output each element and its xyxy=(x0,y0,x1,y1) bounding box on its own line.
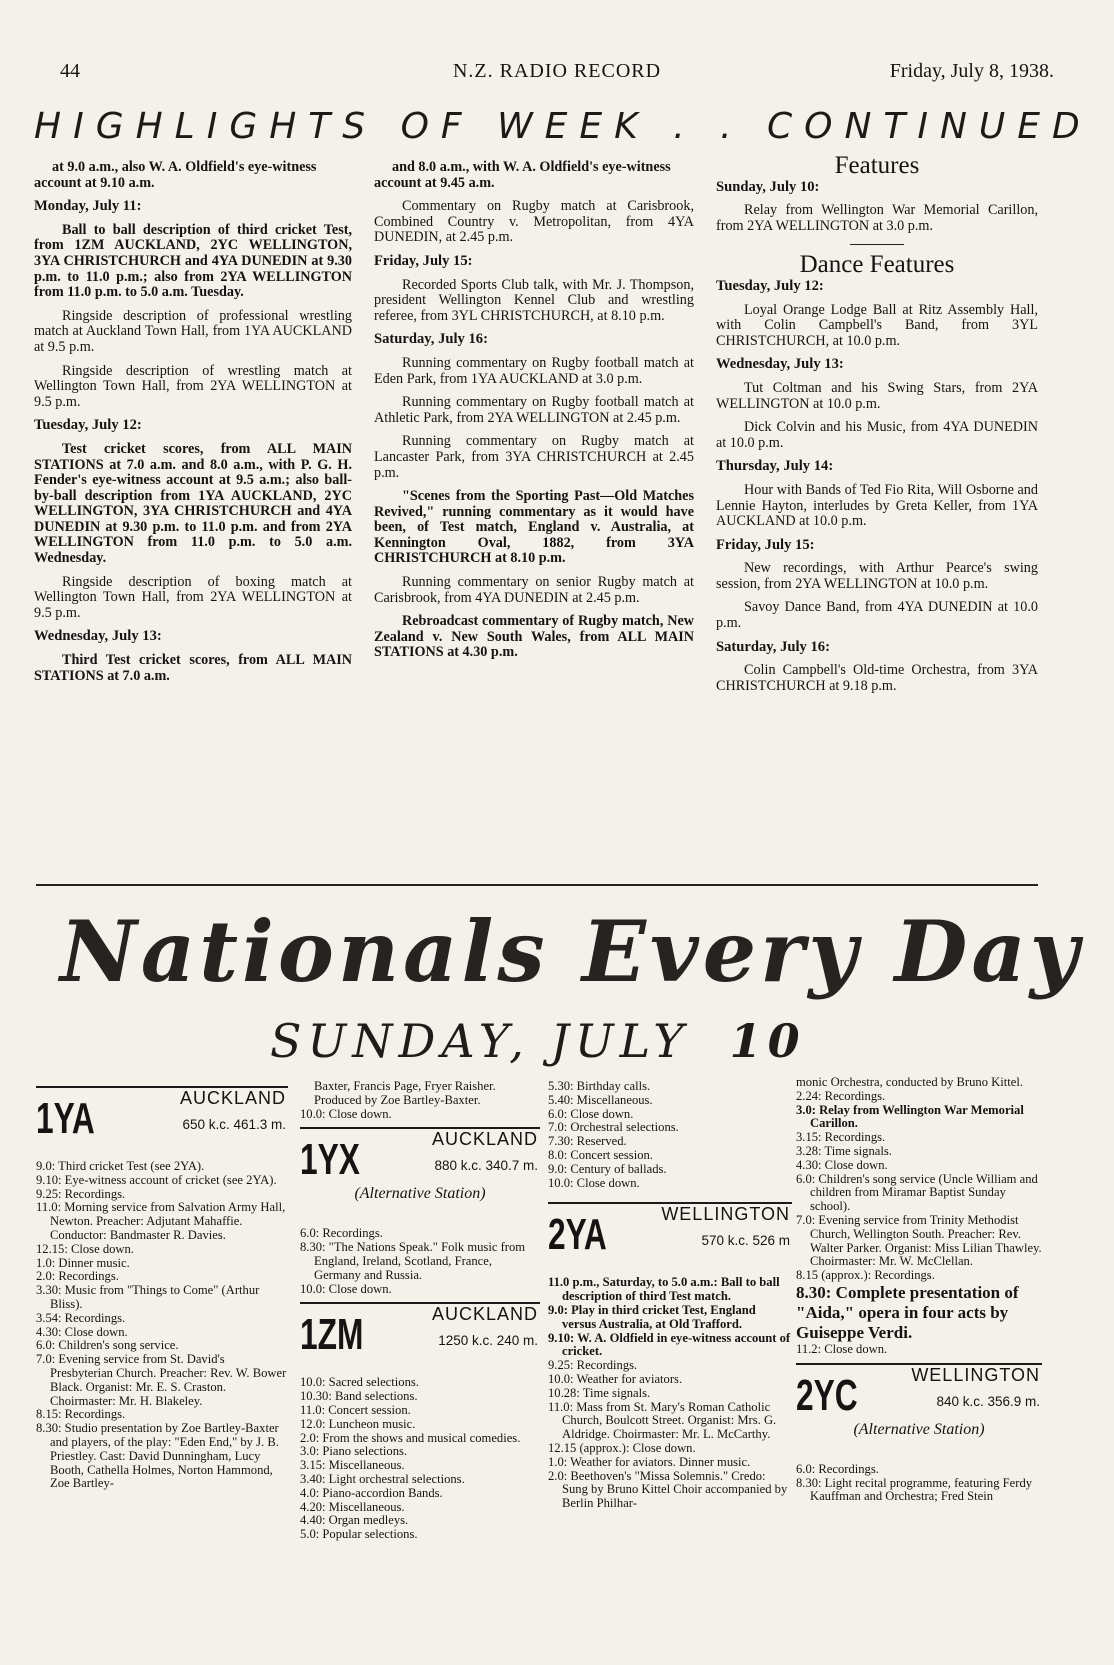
paragraph: "Scenes from the Sporting Past—Old Matches Revived," running commentary as it would have been, of Test match, England v. Australia, at Kennington Oval, 1882, from 3YA CHRISTCHURCH at 8.10 p.m. xyxy=(374,488,694,567)
station-header-1yx xyxy=(300,1127,540,1219)
list-item: 9.10: Eye-witness account of cricket (see 2YA). xyxy=(36,1172,277,1187)
list-item: 1.0: Weather for aviators. Dinner music. xyxy=(548,1454,751,1469)
paragraph: Third Test cricket scores, from ALL MAIN STATIONS at 7.0 a.m. xyxy=(34,652,352,684)
list-item: 10.0: Close down. xyxy=(300,1106,392,1121)
station-call-sign: 1YA xyxy=(36,1094,95,1143)
programme-list-1zm xyxy=(300,1376,540,1542)
list-item: 8.30: Studio presentation by Zoe Bartley-Baxter and players, of the play: "Eden End," by J. B. Priestley. Cast: David Dunningham, Lucy Booth, Cathella Holmes, Norton Hammond, Zoe Bartley- xyxy=(36,1421,279,1491)
paragraph: New recordings, with Arthur Pearce's swing session, from 2YA WELLINGTON at 10.0 p.m. xyxy=(716,560,1038,592)
station-header-2yc xyxy=(796,1363,1042,1455)
paragraph: Tut Coltman and his Swing Stars, from 2YA WELLINGTON at 10.0 p.m. xyxy=(716,379,1038,412)
list-item: 9.25: Recordings. xyxy=(548,1358,638,1373)
list-item: 3.15: Recordings. xyxy=(796,1130,886,1145)
programme-column-2 xyxy=(300,1080,540,1542)
station-call-sign: 2YA xyxy=(548,1210,607,1260)
paragraph: Ringside description of wrestling match at Wellington Town Hall, from 2YA WELLINGTON at 9.5 p.m. xyxy=(34,362,352,410)
list-item: 10.30: Band selections. xyxy=(300,1389,418,1404)
day-number: 10 xyxy=(729,1014,806,1068)
list-item: 11.0 p.m., Saturday, to 5.0 a.m.: Ball to ball description of third Test match. xyxy=(548,1275,780,1304)
paragraph: Colin Campbell's Old-time Orchestra, from 3YA CHRISTCHURCH at 9.18 p.m. xyxy=(716,662,1038,694)
paragraph: Running commentary on Rugby match at Lancaster Park, from 3YA CHRISTCHURCH at 2.45 p.m. xyxy=(374,433,694,481)
programme-list-2ya xyxy=(548,1276,792,1511)
station-header-1zm xyxy=(300,1302,540,1368)
list-item: 11.2: Close down. xyxy=(796,1341,888,1356)
paragraph: Test cricket scores, from ALL MAIN STATIONS at 7.0 a.m. and 8.0 a.m., with P. G. H. Fender's eye-witness account at 9.5 a.m.; also ball-by-ball description from 1YA AUCKLAND, 2YC WELLINGTON, 3YA CHRISTCHURCH and 4YA DUNEDIN at 9.30 p.m. to 11.0 p.m. and from 2YA WELLINGTON from 11.0 p.m. to 5.0 a.m. Wednesday. xyxy=(34,440,352,567)
list-item: 7.0: Evening service from Trinity Methodist Church, Wellington South. Preacher: Rev. Walter Parker. Organist: Miss Lilian Thawley. Choirmaster: Mr. W. McClellan. xyxy=(796,1212,1042,1269)
list-item: monic Orchestra, conducted by Bruno Kittel. xyxy=(796,1075,1023,1089)
station-header-1ya xyxy=(36,1086,288,1152)
station-city: AUCKLAND xyxy=(431,1129,538,1150)
paragraph: Running commentary on Rugby football match at Athletic Park, from 2YA WELLINGTON at 2.45 p.m. xyxy=(374,394,694,426)
programme-list-1zm-evening xyxy=(548,1080,792,1190)
station-frequency: 840 k.c. 356.9 m. xyxy=(936,1393,1040,1409)
programme-column-4 xyxy=(796,1076,1042,1504)
list-item: 6.0: Recordings. xyxy=(796,1461,879,1476)
station-city: AUCKLAND xyxy=(179,1088,286,1108)
list-item: 1.0: Dinner music. xyxy=(36,1255,130,1270)
station-call-sign: 1YX xyxy=(300,1135,360,1185)
page-header xyxy=(60,60,1054,90)
programme-column-3 xyxy=(548,1080,792,1511)
list-item: 9.0: Century of ballads. xyxy=(548,1161,667,1176)
list-item: 10.0: Close down. xyxy=(300,1281,392,1296)
programme-list-1yx xyxy=(300,1227,540,1296)
station-note: (Alternative Station) xyxy=(853,1420,985,1438)
paragraph: Ringside description of professional wrestling match at Auckland Town Hall, from 1YA AUCKLAND at 9.5 p.m. xyxy=(34,307,352,355)
list-item: 9.10: W. A. Oldfield in eye-witness account of cricket. xyxy=(548,1330,791,1359)
list-item: 3.40: Light orchestral selections. xyxy=(300,1471,465,1486)
programme-list-1ya xyxy=(36,1160,288,1491)
list-item: 10.28: Time signals. xyxy=(548,1385,651,1400)
list-item: 3.15: Miscellaneous. xyxy=(300,1458,405,1473)
paragraph: Running commentary on Rugby football match at Eden Park, from 1YA AUCKLAND at 3.0 p.m. xyxy=(374,354,694,387)
station-frequency: 570 k.c. 526 m xyxy=(701,1233,790,1249)
page-number: 44 xyxy=(60,60,80,82)
station-call-sign: 2YC xyxy=(796,1370,858,1420)
day-heading: Tuesday, July 12: xyxy=(716,277,824,294)
paragraph: at 9.0 a.m., also W. A. Oldfield's eye-witness account at 9.10 a.m. xyxy=(34,159,317,191)
day-banner xyxy=(270,1014,806,1068)
list-item: 8.30: "The Nations Speak." Folk music from England, Ireland, Scotland, France, Germany and Russia. xyxy=(300,1240,526,1282)
list-item: 9.0: Third cricket Test (see 2YA). xyxy=(36,1159,205,1173)
list-item: 6.0: Recordings. xyxy=(300,1226,383,1241)
list-item: 4.0: Piano-accordion Bands. xyxy=(300,1485,443,1500)
paragraph: Relay from Wellington War Memorial Carillon, from 2YA WELLINGTON at 3.0 p.m. xyxy=(716,202,1038,234)
list-item: 3.54: Recordings. xyxy=(36,1310,126,1325)
day-heading: Wednesday, July 13: xyxy=(716,356,844,373)
divider xyxy=(850,244,904,245)
station-call-sign: 1ZM xyxy=(300,1310,364,1360)
banner-title: Nationals Every Day xyxy=(60,902,1083,1001)
station-city: WELLINGTON xyxy=(661,1204,790,1225)
paragraph: Recorded Sports Club talk, with Mr. J. Thompson, president Wellington Kennel Club and wrestling referee, from 3YL CHRISTCHURCH, at 8.10 p.m. xyxy=(374,276,694,324)
day-heading: Friday, July 15: xyxy=(374,252,473,269)
paragraph: Commentary on Rugby match at Carisbrook, Combined Country v. Metropolitan, from 4YA DUNEDIN, at 2.45 p.m. xyxy=(374,198,694,246)
list-item: 6.0: Children's song service. xyxy=(36,1338,179,1353)
section-divider xyxy=(36,884,1038,886)
list-item: 4.20: Miscellaneous. xyxy=(300,1499,405,1514)
highlights-column-1 xyxy=(34,160,352,692)
list-item: 5.40: Miscellaneous. xyxy=(548,1092,653,1107)
list-item: 4.30: Close down. xyxy=(36,1324,128,1339)
list-item: 3.0: Relay from Wellington War Memorial Carillon. xyxy=(796,1102,1024,1131)
list-item: 12.0: Luncheon music. xyxy=(300,1416,416,1431)
list-item: 3.0: Piano selections. xyxy=(300,1444,408,1459)
list-item: 8.15 (approx.): Recordings. xyxy=(796,1268,935,1283)
station-header-2ya xyxy=(548,1202,792,1268)
list-item: 8.30: Light recital programme, featuring Ferdy Kauffman and Orchestra; Fred Stein xyxy=(796,1475,1033,1504)
list-item: 11.0: Concert session. xyxy=(300,1402,411,1417)
day-heading: Friday, July 15: xyxy=(716,536,815,553)
dance-features-heading: Dance Features xyxy=(799,251,955,279)
day-heading: Sunday, July 10: xyxy=(716,178,820,195)
list-item: 2.24: Recordings. xyxy=(796,1088,886,1103)
list-item: 3.30: Music from "Things to Come" (Arthur Bliss). xyxy=(36,1283,260,1311)
list-item: 9.0: Play in third cricket Test, England versus Australia, at Old Trafford. xyxy=(548,1302,756,1331)
list-item: 9.25: Recordings. xyxy=(36,1186,126,1201)
station-city: WELLINGTON xyxy=(911,1364,1040,1385)
list-item: 7.0: Orchestral selections. xyxy=(548,1120,679,1135)
day-heading: Thursday, July 14: xyxy=(716,458,834,475)
list-item: 5.0: Popular selections. xyxy=(300,1527,418,1542)
list-item: 3.28: Time signals. xyxy=(796,1143,892,1158)
list-item: 10.0: Weather for aviators. xyxy=(548,1371,683,1386)
list-item: 11.0: Mass from St. Mary's Roman Catholic Church, Boulcott Street. Organist: Mrs. G. Aldridge. Choirmaster: Mr. L. McCarthy. xyxy=(548,1399,777,1442)
list-item: 8.15: Recordings. xyxy=(36,1407,126,1422)
station-city: AUCKLAND xyxy=(431,1304,538,1325)
list-item: 2.0: Recordings. xyxy=(36,1269,119,1284)
programme-column-1 xyxy=(36,1080,288,1491)
highlights-column-3 xyxy=(716,152,1038,702)
highlights-column-2 xyxy=(374,160,694,669)
list-item: 7.0: Evening service from St. David's Presbyterian Church. Preacher: Rev. W. Bower Black. Organist: Mr. E. S. Craston. Choirmaster: Mr. H. Blakeley. xyxy=(36,1352,287,1408)
programme-list-2yc xyxy=(796,1463,1042,1504)
list-item: Baxter, Francis Page, Fryer Raisher. Produced by Zoe Bartley-Baxter. xyxy=(314,1079,496,1107)
station-frequency: 1250 k.c. 240 m. xyxy=(438,1333,538,1349)
list-item: 4.40: Organ medleys. xyxy=(300,1513,409,1528)
day-heading: Wednesday, July 13: xyxy=(34,628,162,645)
list-item: 12.15: Close down. xyxy=(36,1241,134,1256)
issue-date: Friday, July 8, 1938. xyxy=(889,60,1054,82)
list-item: 5.30: Birthday calls. xyxy=(548,1079,651,1093)
list-item: 8.0: Concert session. xyxy=(548,1147,653,1162)
paragraph: Savoy Dance Band, from 4YA DUNEDIN at 10.0 p.m. xyxy=(716,599,1038,632)
day-heading: Saturday, July 16: xyxy=(716,638,830,655)
list-item: 10.0: Sacred selections. xyxy=(300,1375,419,1390)
paragraph: and 8.0 a.m., with W. A. Oldfield's eye-witness account at 9.45 a.m. xyxy=(374,159,671,191)
list-item: 2.0: Beethoven's "Missa Solemnis." Credo: Sung by Bruno Kittel Choir accompanied by Berlin Philhar- xyxy=(548,1468,788,1511)
paragraph: Running commentary on senior Rugby match at Carisbrook, from 4YA DUNEDIN at 2.45 p.m. xyxy=(374,574,694,606)
day-label: SUNDAY, JULY xyxy=(270,1014,690,1068)
day-heading: Tuesday, July 12: xyxy=(34,417,142,434)
programme-list-2ya-continued xyxy=(796,1076,1042,1283)
paragraph: Ball to ball description of third cricket Test, from 1ZM AUCKLAND, 2YC WELLINGTON, 3YA CHRISTCHURCH and 4YA DUNEDIN at 9.30 p.m. to 11.0 p.m.; also from 2YA WELLINGTON from 11.0 p.m. to 5.0 a.m. Tuesday. xyxy=(34,221,352,301)
list-item: 7.30: Reserved. xyxy=(548,1134,627,1149)
list-item: 10.0: Close down. xyxy=(548,1175,640,1190)
publication-title: N.Z. RADIO RECORD xyxy=(452,60,662,82)
list-item: 12.15 (approx.): Close down. xyxy=(548,1440,696,1455)
paragraph: Dick Colvin and his Music, from 4YA DUNEDIN at 10.0 p.m. xyxy=(716,419,1038,451)
list-item: 6.0: Children's song service (Uncle William and children from Miramar Baptist Sunday school). xyxy=(796,1171,1038,1214)
list-item: 2.0: From the shows and musical comedies. xyxy=(300,1430,521,1445)
highlight-item: 8.30: Complete presentation of "Aida," opera in four acts by Guiseppe Verdi. xyxy=(796,1282,1019,1342)
list-item: 11.0: Morning service from Salvation Army Hall, Newton. Preacher: Adjutant Mahaffie. Conductor: Bandmaster R. Davies. xyxy=(36,1200,286,1242)
day-heading: Monday, July 11: xyxy=(34,198,142,215)
day-heading: Saturday, July 16: xyxy=(374,331,488,348)
paragraph: Rebroadcast commentary of Rugby match, New Zealand v. New South Wales, from ALL MAIN STATIONS at 4.30 p.m. xyxy=(374,613,694,661)
list-item: 6.0: Close down. xyxy=(548,1106,634,1121)
features-heading: Features xyxy=(834,152,920,179)
paragraph: Loyal Orange Lodge Ball at Ritz Assembly Hall, with Colin Campbell's Band, from 3YL CHRISTCHURCH, at 10.0 p.m. xyxy=(716,301,1038,349)
list-item: 4.30: Close down. xyxy=(796,1157,888,1172)
station-note: (Alternative Station) xyxy=(354,1185,486,1203)
station-frequency: 880 k.c. 340.7 m. xyxy=(434,1158,538,1174)
section-title: HIGHLIGHTS OF WEEK . . CONTINUED xyxy=(34,106,1092,147)
paragraph: Ringside description of boxing match at Wellington Town Hall, from 2YA WELLINGTON at 9.5 p.m. xyxy=(34,573,352,621)
station-frequency: 650 k.c. 461.3 m. xyxy=(182,1117,286,1132)
paragraph: Hour with Bands of Ted Fio Rita, Will Osborne and Lennie Hayton, interludes by Greta Keller, from 1YA AUCKLAND at 10.0 p.m. xyxy=(716,481,1038,530)
